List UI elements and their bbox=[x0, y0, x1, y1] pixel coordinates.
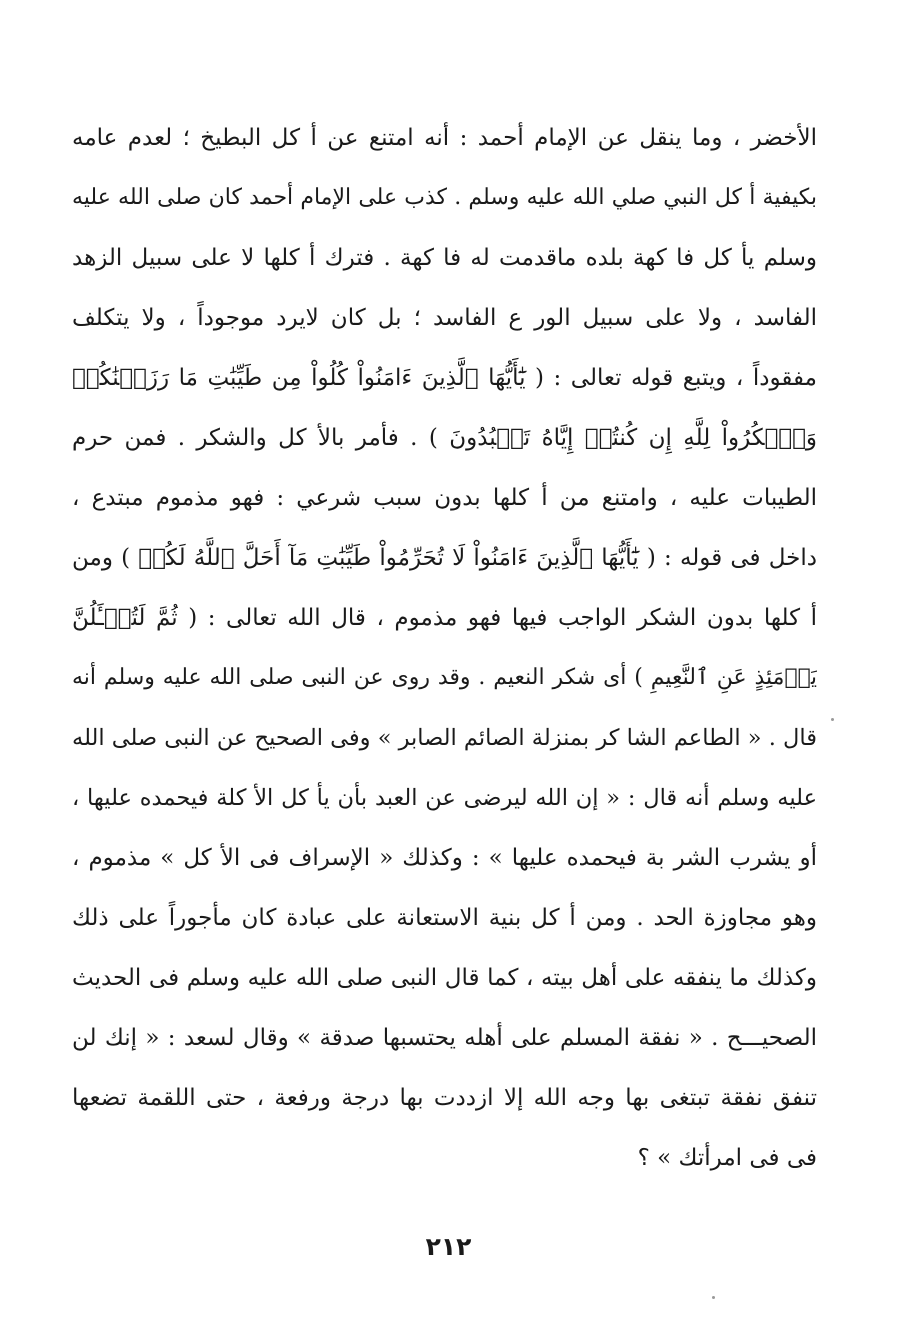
text-line: داخل فى قوله : ( يَٰٓأَيُّهَا ٱلَّذِينَ ءَامَنُواْ لَا تُحَرِّمُواْ طَيِّبَٰتِ مَآ أَحَلَّ ٱللَّهُ لَكُمۡ ) ومن bbox=[72, 545, 817, 571]
text-line: وَٱشۡكُرُواْ لِلَّهِ إِن كُنتُمۡ إِيَّاهُ تَعۡبُدُونَ ) . فأمر بالأ كل والشكر . فمن حرم bbox=[72, 425, 817, 451]
text-line: الطيبات عليه ، وامتنع من أ كلها بدون سبب شرعي : فهو مذموم مبتدع ، bbox=[72, 485, 817, 511]
scan-speck bbox=[831, 718, 834, 721]
text-line: الفاسد ، ولا على سبيل الور ع الفاسد ؛ بل كان لايرد موجوداً ، ولا يتكلف bbox=[72, 305, 817, 331]
text-line: مفقوداً ، ويتبع قوله تعالى : ( يَٰٓأَيُّهَا ٱلَّذِينَ ءَامَنُواْ كُلُواْ مِن طَيِّبَٰتِ مَا رَزَقۡنَٰكُمۡ bbox=[72, 365, 817, 391]
text-line: وكذلك ما ينفقه على أهل بيته ، كما قال النبى صلى الله عليه وسلم فى الحديث bbox=[72, 965, 817, 991]
text-line: وهو مجاوزة الحد . ومن أ كل بنية الاستعانة على عبادة كان مأجوراً على ذلك bbox=[72, 905, 817, 931]
text-line: أ كلها بدون الشكر الواجب فيها فهو مذموم ، قال الله تعالى : ( ثُمَّ لَتُسۡـَٔلُنَّ bbox=[72, 605, 817, 631]
page-number: ٢١٢ bbox=[425, 1232, 472, 1261]
text-line: الصحيـــح . « نفقة المسلم على أهله يحتسبها صدقة » وقال لسعد : « إنك لن bbox=[72, 1025, 817, 1051]
text-line: أو يشرب الشر بة فيحمده عليها » : وكذلك « الإسراف فى الأ كل » مذموم ، bbox=[72, 845, 817, 871]
text-line: تنفق نفقة تبتغى بها وجه الله إلا ازددت بها درجة ورفعة ، حتى اللقمة تضعها bbox=[72, 1085, 817, 1111]
text-line: بكيفية أ كل النبي صلي الله عليه وسلم . كذب على الإمام أحمد كان صلى الله عليه bbox=[72, 185, 817, 210]
text-line: الأخضر ، وما ينقل عن الإمام أحمد : أنه امتنع عن أ كل البطيخ ؛ لعدم عامه bbox=[72, 125, 817, 151]
text-line: قال . « الطاعم الشا كر بمنزلة الصائم الصابر » وفى الصحيح عن النبى صلى الله bbox=[72, 725, 817, 751]
text-line: يَوۡمَئِذٍ عَنِ ٱلنَّعِيمِ ) أى شكر النعيم . وقد روى عن النبى صلى الله عليه وسلم أنه bbox=[72, 665, 817, 690]
body-text bbox=[72, 108, 817, 1188]
text-line: عليه وسلم أنه قال : « إن الله ليرضى عن العبد بأن يأ كل الأ كلة فيحمده عليها ، bbox=[72, 785, 817, 811]
text-line: فى فى امرأتك » ؟ bbox=[637, 1145, 817, 1171]
scan-speck bbox=[712, 1296, 715, 1299]
text-line: وسلم يأ كل فا كهة بلده ماقدمت له فا كهة . فترك أ كلها لا على سبيل الزهد bbox=[72, 245, 817, 271]
